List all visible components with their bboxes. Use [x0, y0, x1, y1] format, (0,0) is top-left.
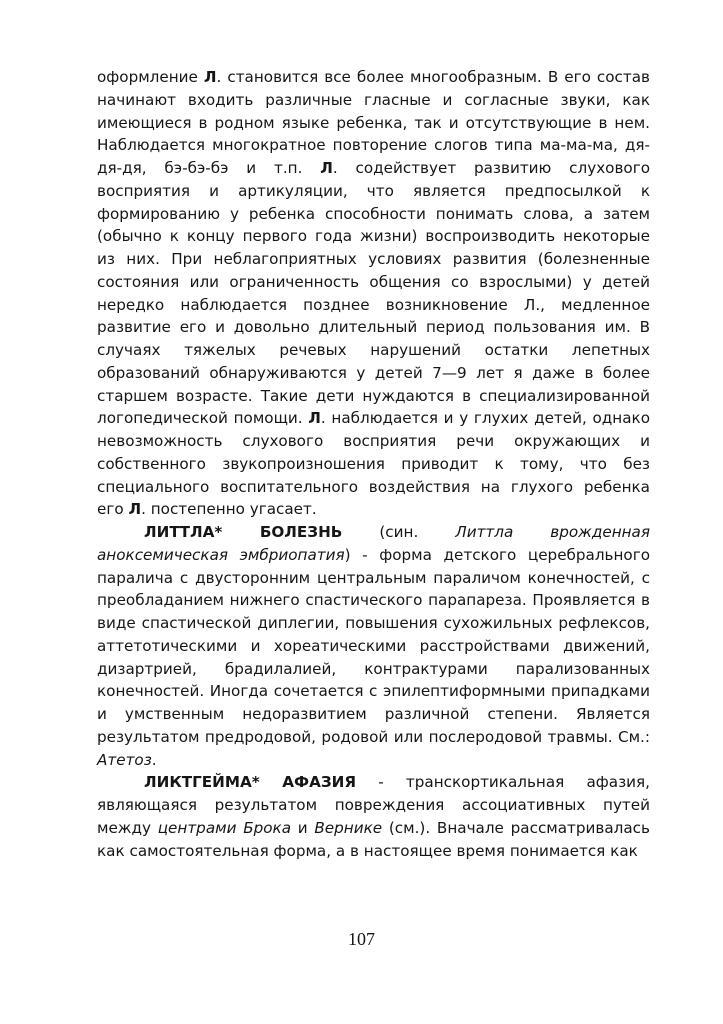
bold-text: ЛИКТГЕЙМА* АФАЗИЯ [144, 773, 357, 792]
body-text: (син. [342, 523, 456, 541]
italic-text: Атетоз [97, 750, 152, 769]
italic-text: Вернике [314, 818, 383, 837]
body-text: . [151, 750, 157, 769]
entry-littla [97, 521, 650, 771]
italic-text: центрами Брока [157, 818, 292, 837]
body-text: (см.). Вначале рассматривалась как самостоятельная форма, а в настоящее время понимается как [97, 818, 650, 860]
page-number: 107 [348, 929, 375, 949]
body-text: . содействует развитию слухового восприятия и артикуляции, что является предпосылкой к формированию у ребенка способности понимать слова, а затем (обычно к концу первого года жизни) воспроизводить некоторые из них. При неблагоприятных условиях развития (болезненные состояния или ограниченность общения со взрослыми) у детей нередко наблюдается позднее возникновение Л., медленное развитие его и довольно длительный период пользования им. В случаях тяжелых речевых нарушений остатки лепетных образований обнаруживаются у детей 7—9 лет я даже в более старшем возрасте. Такие дети нуждаются в специализированной логопедической помощи. [97, 159, 650, 428]
bold-text: Л [308, 409, 321, 428]
bold-text: Л [128, 500, 142, 519]
body-text: оформление [97, 68, 204, 86]
body-text: . постепенно угасает. [141, 500, 317, 519]
body-text: - транскортикальная афазия, являющаяся результатом повреждения ассоциативных путей между [97, 773, 650, 837]
body-text: и [291, 818, 315, 837]
bold-text: ЛИТТЛА* БОЛЕЗНЬ [144, 523, 343, 541]
bold-text: Л [320, 159, 333, 177]
body-text: . становится все более многообразным. В его состав начинают входить различные гласные и согласные звуки, как имеющиеся в родном языке ребенка, так и отсутствующие в нем. Наблюдается многократное повторение слогов типа ма-ма-ма, дя-дя-дя, бэ-бэ-бэ и т.п. [97, 68, 650, 177]
italic-text: Литтла врожденная аноксемическая эмбриопатия [97, 523, 650, 564]
entry-liktgeima [97, 771, 650, 862]
body-text: ) - форма детского церебрального паралича с двусторонним центральным параличом конечностей, с преобладанием нижнего спастического парапареза. Проявляется в виде спастической диплегии, повышения сухожильных рефлексов, аттетотическими и хореатическими расстройствами движений, дизартрией, брадилалией, контрактурами парализованных конечностей. Иногда сочетается с эпилептиформными припадками и умственным недоразвитием различной степени. Является результатом предродовой, родовой или послеродовой травмы. См.: [97, 545, 651, 746]
main-text-block [97, 66, 650, 862]
continued-paragraph [97, 66, 650, 521]
body-text: . наблюдается и у глухих детей, однако невозможность слухового восприятия речи окружающих и собственного звукопроизношения приводит к тому, что без специального воспитательного воздействия на глухого ребенка его [97, 409, 650, 519]
bold-text: Л [203, 68, 217, 86]
